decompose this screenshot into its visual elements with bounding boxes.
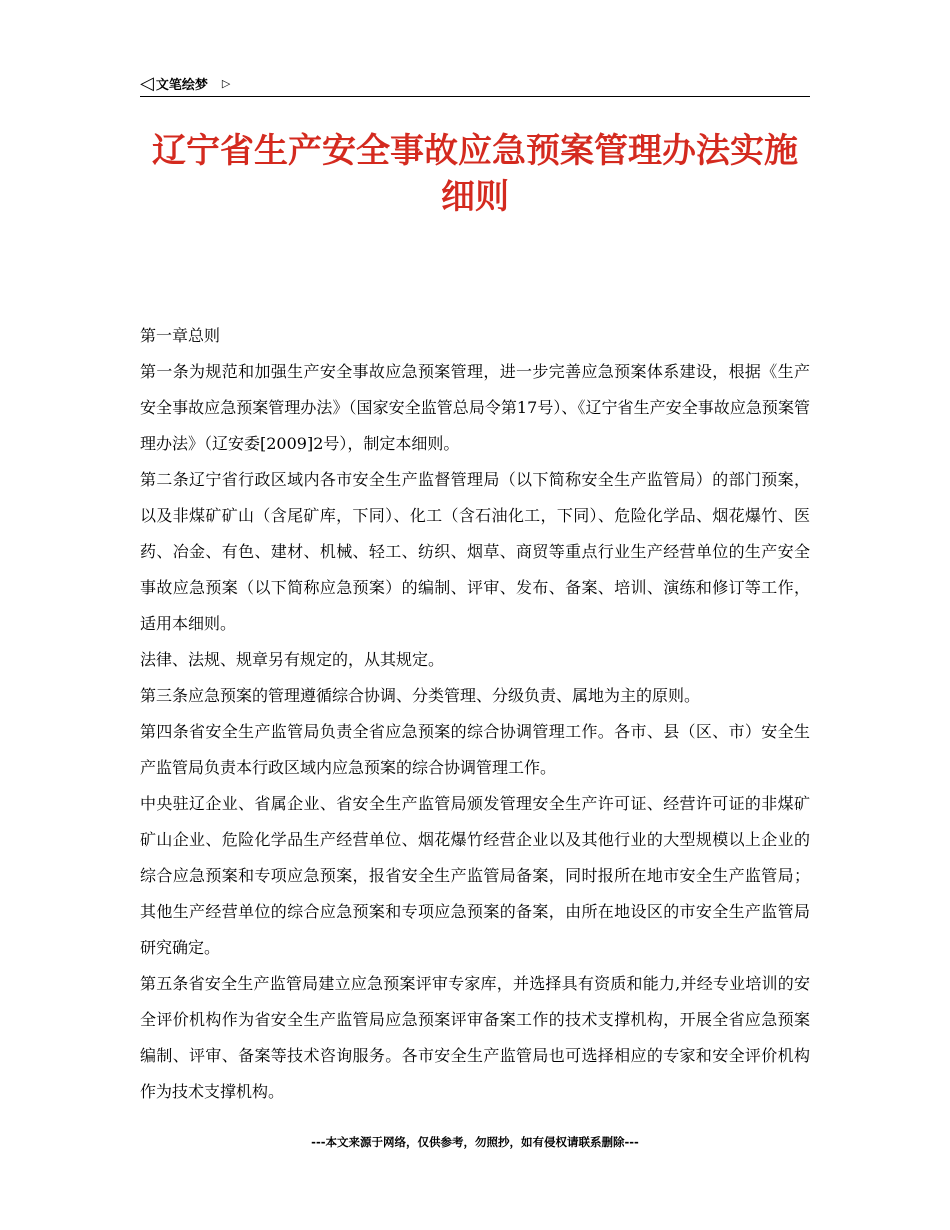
header-bar [140, 74, 230, 93]
header-label: 文笔绘梦 [155, 78, 208, 93]
title-line-2: 细则 [441, 177, 509, 217]
title-line-1: 辽宁省生产安全事故应急预案管理办法实施 [152, 131, 798, 171]
article-2-note: 法律、法规、规章另有规定的，从其规定。 [140, 650, 445, 669]
footer-disclaimer: ---本文来源于网络，仅供参考，勿照抄，如有侵权请联系删除--- [311, 1135, 639, 1149]
page-header [140, 70, 810, 97]
article-5: 第五条省安全生产监管局建立应急预案评审专家库，并选择具有资质和能力,并经专业培训的安全评价机构作为省安全生产监管局应急预案评审备案工作的技术支撑机构，开展全省应急预案编制、评审、备案等技术咨询服务。各市安全生产监管局也可选择相应的专家和安全评价机构作为技术支撑机构。 [140, 974, 810, 1101]
document-body [140, 318, 810, 1110]
chapter-heading: 第一章总则 [140, 326, 221, 345]
article-2: 第二条辽宁省行政区域内各市安全生产监督管理局（以下简称安全生产监管局）的部门预案，以及非煤矿矿山（含尾矿库，下同）、化工（含石油化工，下同）、危险化学品、烟花爆竹、医药、冶金、有色、建材、机械、轻工、纺织、烟草、商贸等重点行业生产经营单位的生产安全事故应急预案（以下简称应急预案）的编制、评审、发布、备案、培训、演练和修订等工作，适用本细则。 [140, 470, 810, 633]
article-4-detail: 中央驻辽企业、省属企业、省安全生产监管局颁发管理安全生产许可证、经营许可证的非煤矿矿山企业、危险化学品生产经营单位、烟花爆竹经营企业以及其他行业的大型规模以上企业的综合应急预案和专项应急预案，报省安全生产监管局备案，同时报所在地市安全生产监管局；其他生产经营单位的综合应急预案和专项应急预案的备案，由所在地设区的市安全生产监管局研究确定。 [140, 794, 810, 957]
triangle-left-icon: ◁ [140, 72, 154, 94]
triangle-right-icon: ▷ [221, 77, 231, 90]
article-1: 第一条为规范和加强生产安全事故应急预案管理，进一步完善应急预案体系建设，根据《生产安全事故应急预案管理办法》（国家安全监管总局令第17号）、《辽宁省生产安全事故应急预案管理办法》（辽安委[2009]2号），制定本细则。 [140, 362, 810, 453]
document-title [140, 128, 810, 220]
article-4: 第四条省安全生产监管局负责全省应急预案的综合协调管理工作。各市、县（区、市）安全生产监管局负责本行政区域内应急预案的综合协调管理工作。 [140, 722, 810, 777]
article-3: 第三条应急预案的管理遵循综合协调、分类管理、分级负责、属地为主的原则。 [140, 686, 701, 705]
